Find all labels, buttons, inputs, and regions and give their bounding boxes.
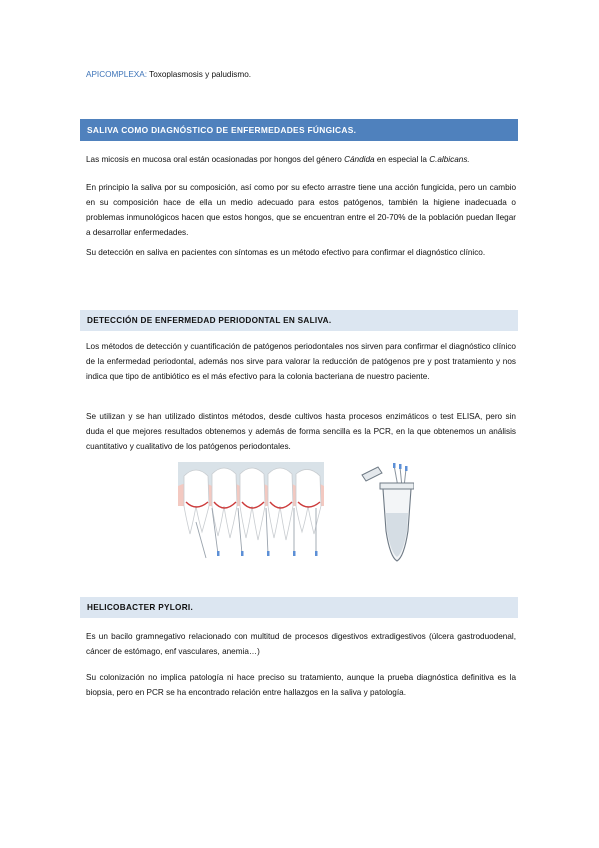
section-header-periodontal xyxy=(80,310,518,331)
section-header-helicobacter xyxy=(80,597,518,618)
paragraph: Es un bacilo gramnegativo relacionado con multitud de procesos digestivos extradigestivos (úlcera gastroduodenal, cáncer de estómago, enf vasculares, anemia…) xyxy=(86,632,516,656)
section-title: SALIVA COMO DIAGNÓSTICO DE ENFERMEDADES FÚNGICAS. xyxy=(87,125,357,135)
text-run: Las micosis en mucosa oral están ocasionadas por hongos del género xyxy=(86,155,345,164)
section-title: HELICOBACTER PYLORI. xyxy=(87,603,194,612)
intro-line xyxy=(86,70,251,79)
paragraph xyxy=(86,152,516,167)
paragraph: Su colonización no implica patología ni hace preciso su tratamiento, aunque la prueba diagnóstica definitiva es la biopsia, pero en PCR se ha encontrado relación entre hallazgos en la saliva y patología. xyxy=(86,673,516,697)
intro-label: APICOMPLEXA: xyxy=(86,70,147,79)
section-title: DETECCIÓN DE ENFERMEDAD PERIODONTAL EN SALIVA. xyxy=(87,316,332,325)
intro-text: Toxoplasmosis y paludismo. xyxy=(146,70,252,79)
italic-term: Cándida xyxy=(344,155,375,164)
teeth-paper-points-illustration xyxy=(176,462,326,564)
paragraph: Los métodos de detección y cuantificación de patógenos periodontales nos sirven para confirmar el diagnóstico clínico de la enfermedad periodontal, además nos sirve para valorar la reducción de patógenos pre y post tratamiento y nos indica que tipo de antibiótico es el más efectivo para la colonia bacteriana de nuestro paciente. xyxy=(86,342,516,381)
italic-term: C.albicans. xyxy=(429,155,470,164)
text-run: en especial la xyxy=(374,155,430,164)
collection-tube-illustration xyxy=(356,461,414,565)
paragraph: En principio la saliva por su composición, así como por su efecto arrastre tiene una acción fungicida, pero un cambio en su composición hace de ella un medio adecuado para estos patógenos, también la higiene inadecuada o problemas inmunológicos hacen que estos hongos, que se encuentran entre el 20-70% de la población puedan llegar a desarrollar enfermedades. xyxy=(86,183,516,237)
paragraph: Se utilizan y se han utilizado distintos métodos, desde cultivos hasta procesos enzimáticos o test ELISA, pero sin duda el que mejores resultados obtenemos y además de forma sencilla es la PCR, en la que obtenemos un análisis cuantitativo y cualitativo de los patógenos periodontales. xyxy=(86,412,516,451)
paragraph: Su detección en saliva en pacientes con síntomas es un método efectivo para confirmar el diagnóstico clínico. xyxy=(86,248,486,257)
section-header-fungal xyxy=(80,119,518,141)
